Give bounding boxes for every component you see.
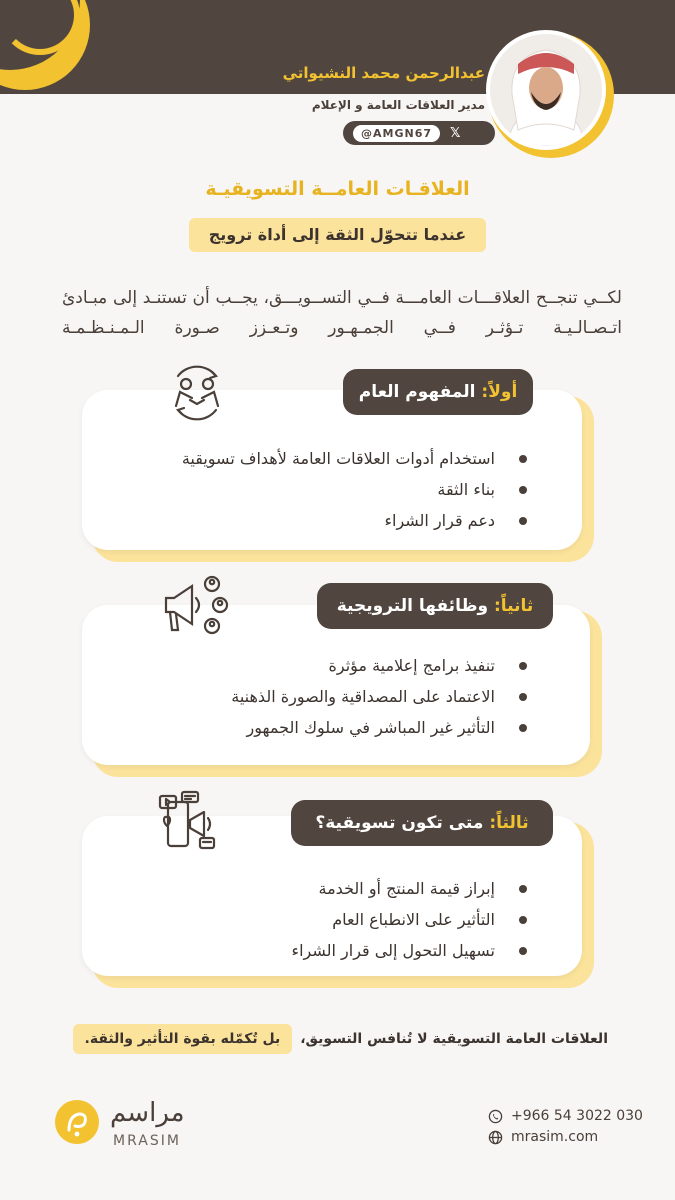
closing-statement: [60, 1022, 608, 1056]
section-list-1: [182, 443, 527, 536]
list-item: بناء الثقة: [182, 474, 527, 505]
section-heading-text: المفهوم العام: [358, 382, 476, 402]
handle-text: @AMGN67: [353, 125, 440, 142]
list-item: التأثير غير المباشر في سلوك الجمهور: [231, 712, 527, 743]
website-url: mrasim.com: [511, 1129, 599, 1145]
whatsapp-icon: [488, 1109, 503, 1124]
person-photo-icon: [490, 34, 602, 146]
section-prefix: ثانياً:: [493, 596, 534, 616]
mrasim-logo-icon: [55, 1100, 99, 1144]
list-item: دعم قرار الشراء: [182, 505, 527, 536]
brand-name-english: MRASIM: [113, 1133, 181, 1149]
section-heading-1: [343, 369, 533, 415]
section-prefix: أولاً:: [481, 382, 518, 402]
section-heading-2: [317, 583, 553, 629]
list-item: استخدام أدوات العلاقات العامة لأهداف تسويقية: [182, 443, 527, 474]
social-media-marketing-icon: [156, 790, 228, 852]
globe-icon: [488, 1130, 503, 1145]
section-heading-text: متى تكون تسويقية؟: [315, 813, 484, 833]
closing-highlight: بل تُكمّله بقوة التأثير والثقة.: [73, 1024, 293, 1054]
list-item: الاعتماد على المصداقية والصورة الذهنية: [231, 681, 527, 712]
section-prefix: ثالثاً:: [489, 813, 529, 833]
profile-name: عبدالرحمن محمد النشيواتي: [282, 64, 485, 82]
avatar: [486, 30, 606, 150]
intro-paragraph: لكــي تنجــح العلاقـــات العامـــة فــي التســويـــق، يجــب أن تستنـد إلى مبـادئ اتـصـالـيـة تـؤثـر فــي الجمـهـور وتـعـزز صـورة الـمـنـظـمـة: [62, 288, 622, 338]
social-handle-badge[interactable]: [343, 121, 495, 145]
list-item: تسهيل التحول إلى قرار الشراء: [292, 935, 527, 966]
megaphone-audience-icon: [158, 574, 230, 636]
section-list-2: [231, 650, 527, 743]
logo-mark: [55, 1100, 99, 1144]
contact-phone[interactable]: [488, 1108, 643, 1124]
section-heading-3: [291, 800, 553, 846]
section-heading-text: وظائفها الترويجية: [336, 596, 489, 616]
list-item: إبراز قيمة المنتج أو الخدمة: [292, 873, 527, 904]
list-item: تنفيذ برامج إعلامية مؤثرة: [231, 650, 527, 681]
profile-role: مدير العلاقات العامة و الإعلام: [311, 98, 485, 112]
phone-number: +966 54 3022 030: [511, 1108, 643, 1124]
page-title: العلاقـات العامــة التسويقيـة: [205, 178, 470, 200]
closing-text: العلاقات العامة التسويقية لا تُنافس التسويق،: [300, 1031, 608, 1047]
list-item: التأثير على الانطباع العام: [292, 904, 527, 935]
page-subtitle: عندما تتحوّل الثقة إلى أداة ترويج: [189, 218, 486, 252]
contact-website[interactable]: [488, 1129, 598, 1145]
brand-name-arabic: مراسم: [110, 1098, 185, 1128]
section-list-3: [292, 873, 527, 966]
x-logo-icon: 𝕏: [450, 125, 461, 141]
partnership-icon: [166, 362, 228, 424]
